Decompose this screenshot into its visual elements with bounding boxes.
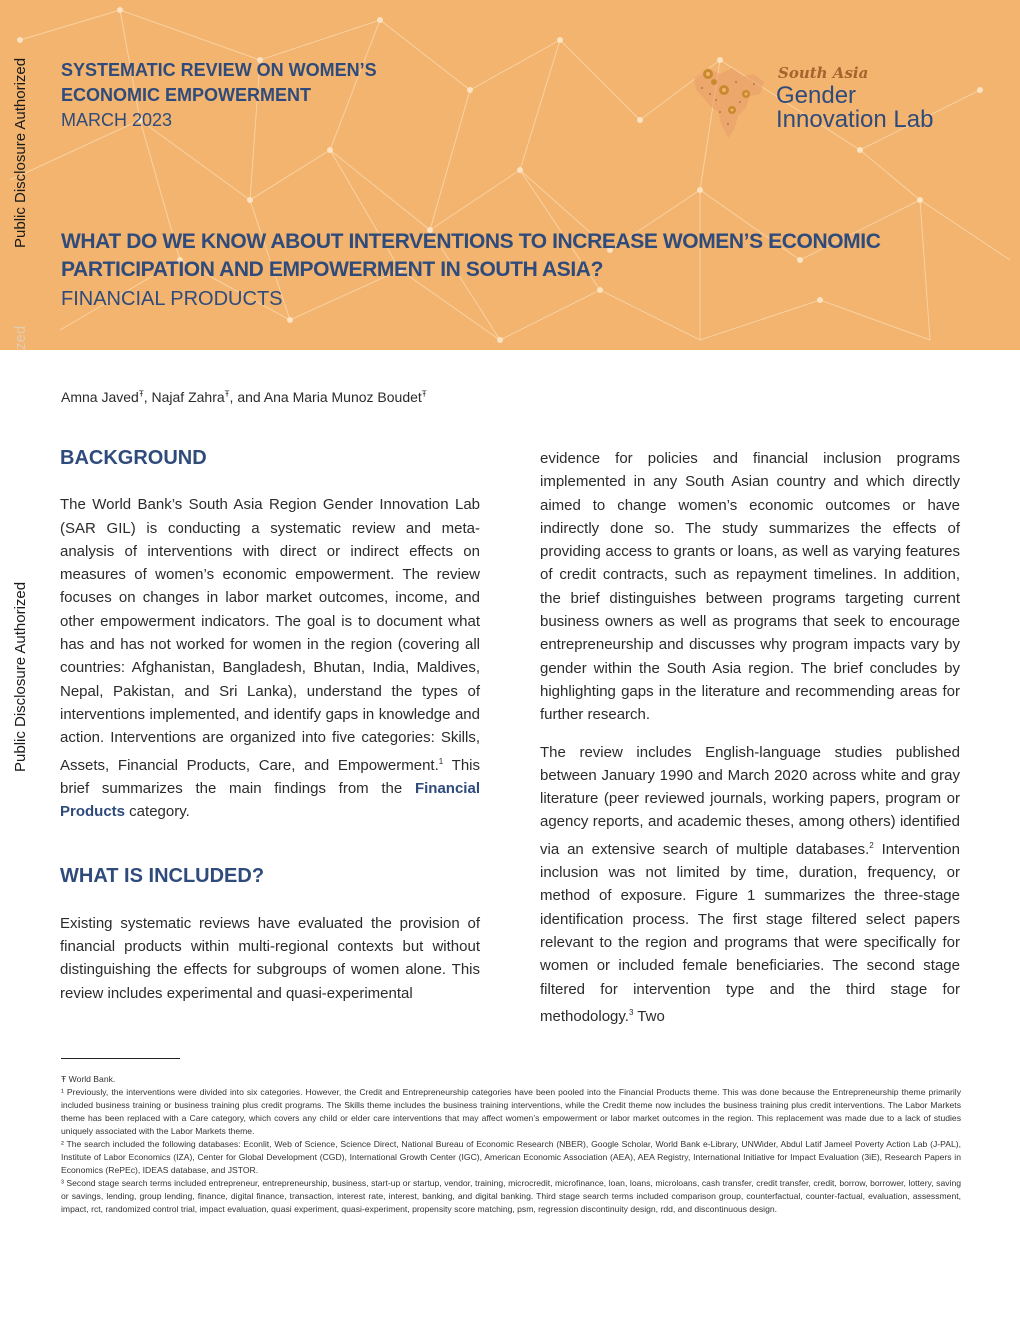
right-paragraph-2 xyxy=(540,741,960,1029)
title-line-2: PARTICIPATION AND EMPOWERMENT IN SOUTH ASIA? xyxy=(61,258,603,281)
author-separator: , xyxy=(143,389,152,405)
background-heading: BACKGROUND xyxy=(60,447,207,469)
document-subtitle: FINANCIAL PRODUCTS xyxy=(61,288,283,310)
author-line xyxy=(61,389,427,405)
footnote-1: ¹ Previously, the interventions were divided into six categories. However, the Credit and Entrepreneurship categories have been pooled into the Financial Products theme. This was done because the Entrepreneurship theme primarily included business training or business training plus credit programs. The Skills theme includes the business training interventions, while the Credit theme now includes the business training plus credit interventions. The Labor Markets theme has been replaced with a Care category, which covers any child or elder care interventions that may affect women’s empowerment or labor market outcomes in the region. This replacement was made due to a lack of studies uniquely associated with the Labor Markets theme. xyxy=(61,1087,961,1136)
logo-tagline: South Asia xyxy=(778,64,869,82)
footnote-ref[interactable]: 1 xyxy=(438,756,444,766)
footnote-ref[interactable]: 3 xyxy=(628,1007,634,1017)
background-text-end: category. xyxy=(125,803,190,821)
affiliation-mark: Ŧ xyxy=(421,389,427,399)
footnote-divider xyxy=(61,1058,180,1059)
author-1: Amna Javed xyxy=(61,389,139,405)
series-line-2: ECONOMIC EMPOWERMENT xyxy=(61,85,311,105)
title-line-1: WHAT DO WE KNOW ABOUT INTERVENTIONS TO INCREASE WOMEN’S ECONOMIC xyxy=(61,230,881,253)
series-title xyxy=(61,58,377,133)
right-paragraph-2-text-c: Two xyxy=(633,1007,665,1025)
footnote-2: ² The search included the following databases: Econlit, Web of Science, Science Direct, National Bureau of Economic Research (NBER), Google Scholar, World Bank e-Library, UNWider, Abdul Latif Jameel Poverty Action Lab (J-PAL), Institute of Labor Economics (IZA), Center for Global Development (CGD), International Growth Center (IGC), American Economic Association (AEA), AEA Registry, International Initiative for Impact Evaluation (3iE), Research Papers in Economics (RePEc), IDEAS database, and JSTOR. xyxy=(61,1139,961,1175)
header-banner xyxy=(0,0,1020,350)
logo-name-line-2: Innovation Lab xyxy=(776,106,934,133)
document-title xyxy=(61,228,981,284)
left-column xyxy=(60,447,480,1019)
what-is-included-heading: WHAT IS INCLUDED? xyxy=(60,865,265,888)
disclosure-label-middle: Public Disclosure Authorized xyxy=(12,581,29,772)
footnote-ref[interactable]: 2 xyxy=(869,840,874,850)
gender-innovation-lab-logo xyxy=(688,60,968,140)
author-separator: , xyxy=(229,389,238,405)
south-asia-map-icon xyxy=(688,60,774,140)
right-paragraph-2-text: The review includes English-language studies published between January 1990 and March 2020 across white and gray literature (peer reviewed journals, working papers, program or agency reports, and academic theses, among others) identified via an extensive search of multiple databases. xyxy=(540,743,960,858)
included-paragraph: Existing systematic reviews have evaluated the provision of financial products within multi-regional contexts but without distinguishing the effects for subgroups of women alone. This review includes experimental and quasi-experimental xyxy=(60,914,480,1002)
affiliation-mark: Ŧ xyxy=(138,389,144,399)
footnote-3: ³ Second stage search terms included entrepreneur, entrepreneurship, business, start-up or startup, vendor, training, microcredit, microfinance, loan, loans, microloans, cash transfer, credit transfer, credit, borrow, borrower, lottery, saving or savings, lending, group lending, finance, digital finance, transaction, interest rate, interest, banking, and digital banking. Third stage search terms included comparison group, counterfactual, counter-factual, evaluation, assessment, impact, rct, randomized control trial, impact evaluation, quasi experiment, quasi-experiment, propensity score matching, psm, regression discontinuity design, rdd, and discontinuous design. xyxy=(61,1178,961,1214)
series-line-1: SYSTEMATIC REVIEW ON WOMEN’S xyxy=(61,60,377,80)
right-paragraph-2-text-b: Intervention inclusion was not limited by time, duration, frequency, or method of exposure. Figure 1 summarizes the three-stage identification process. The first stage filtered select papers relevant to the region and programs that were specifically for women or included female beneficiaries. The second stage filtered for intervention type and the third stage for methodology. xyxy=(540,840,960,1025)
publication-date: MARCH 2023 xyxy=(61,110,173,130)
logo-name-line-1: Gender xyxy=(776,82,857,109)
disclosure-label-top: Public Disclosure Authorized xyxy=(12,57,29,248)
affiliation-mark: Ŧ xyxy=(224,389,230,399)
background-paragraph xyxy=(60,493,480,823)
financial-products-link[interactable]: Financial Products xyxy=(60,779,480,821)
disclosure-label-fragment: zed xyxy=(12,325,29,350)
background-text: The World Bank’s South Asia Region Gender Innovation Lab (SAR GIL) is conducting a systematic review and meta-analysis of interventions with direct or indirect effects on measures of women’s economic empowerment. The review focuses on changes in labor market outcomes, income, and other empowerment indicators. The goal is to document what has and has not worked for women in the region (covering all countries: Afghanistan, Bangladesh, Bhutan, India, Maldives, Nepal, Pakistan, and Sri Lanka), understand the types of interventions implemented, and identify gaps in knowledge and action. Interventions are organized into five categories: Skills, Assets, Financial Products, Care, and Empowerment. xyxy=(60,496,480,774)
footnote-affiliation: Ŧ World Bank. xyxy=(61,1074,116,1084)
background-text-tail: This brief summarizes the main findings from the xyxy=(60,756,480,797)
author-3: and Ana Maria Munoz Boudet xyxy=(237,389,422,405)
footnotes xyxy=(61,1073,961,1216)
right-column xyxy=(540,447,960,1042)
right-paragraph-1: evidence for policies and financial inclusion programs implemented in any South Asian country and which directly aimed to change women’s economic outcomes or have indirectly done so. The study summarizes the effects of providing access to grants or loans, as well as varying features of credit contracts, such as repayment timelines. In addition, the brief distinguishes between programs targeting current business owners as well as programs that seek to encourage entrepreneurship and discusses why program impacts vary by gender within the South Asia region. The brief concludes by highlighting gaps in the literature and recommending areas for further research. xyxy=(540,450,960,724)
logo-name xyxy=(776,84,933,132)
author-2: Najaf Zahra xyxy=(151,389,225,405)
